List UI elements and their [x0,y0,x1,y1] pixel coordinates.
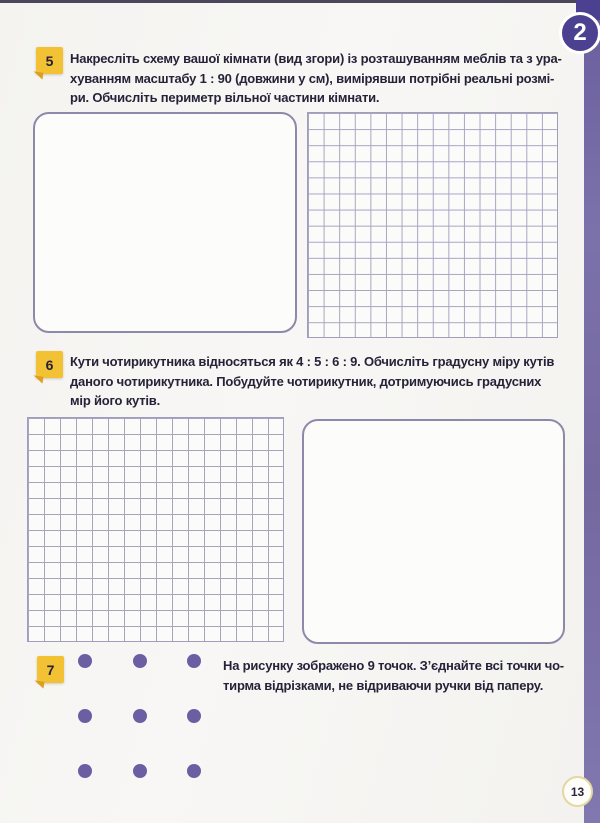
dot [133,764,147,778]
exercise-5-drawing-area [33,112,297,333]
exercise-5-line-2: хуванням масштабу 1 : 90 (довжини у см), вимірявши потрібні реальні розмі- [70,70,555,86]
exercise-7-line-1: На рисунку зображено 9 точок. З’єднайте всі точки чо- [223,658,564,673]
exercise-6-line-2: даного чотирикутника. Побудуйте чотирикутник, дотримуючись градусних [70,373,542,389]
exercise-7-badge [37,656,64,683]
exercise-5-grid-field [307,112,558,338]
dot [187,709,201,723]
chapter-number-badge [559,12,600,54]
exercise-6-line-1: Кути чотирикутника відносяться як 4 : 5 : 6 : 9. Обчисліть градусну міру кутів [70,354,555,369]
exercise-6-drawing-area [302,419,565,644]
page-number-label: 13 [570,784,585,799]
page-top-edge [0,0,600,3]
exercise-6-text [70,352,554,411]
exercise-7-line-2: тирма відрізками, не відриваючи ручки від паперу. [223,677,544,693]
exercise-5-line-1: Накресліть схему вашої кімнати (вид згори) із розташуванням меблів та з ура- [70,51,562,66]
exercise-6-line-3: мір його кутів. [70,393,160,408]
exercise-7-number: 7 [46,661,55,678]
exercise-6-badge [36,351,63,378]
dot [187,764,201,778]
dot [78,709,92,723]
dot [187,654,201,668]
chapter-number-label: 2 [573,19,587,46]
exercise-5-number: 5 [45,52,54,69]
exercise-6-number: 6 [45,356,54,373]
exercise-7-text [223,656,564,695]
exercise-5-badge [36,47,63,74]
dot [78,764,92,778]
chapter-side-band [584,0,600,823]
dot [133,709,147,723]
dot [133,654,147,668]
page-number-badge [562,776,593,807]
dot [78,654,92,668]
exercise-6-grid-field [27,417,284,642]
exercise-5-text [70,49,562,108]
exercise-5-line-3: ри. Обчисліть периметр вільної частини кімнати. [70,90,380,105]
